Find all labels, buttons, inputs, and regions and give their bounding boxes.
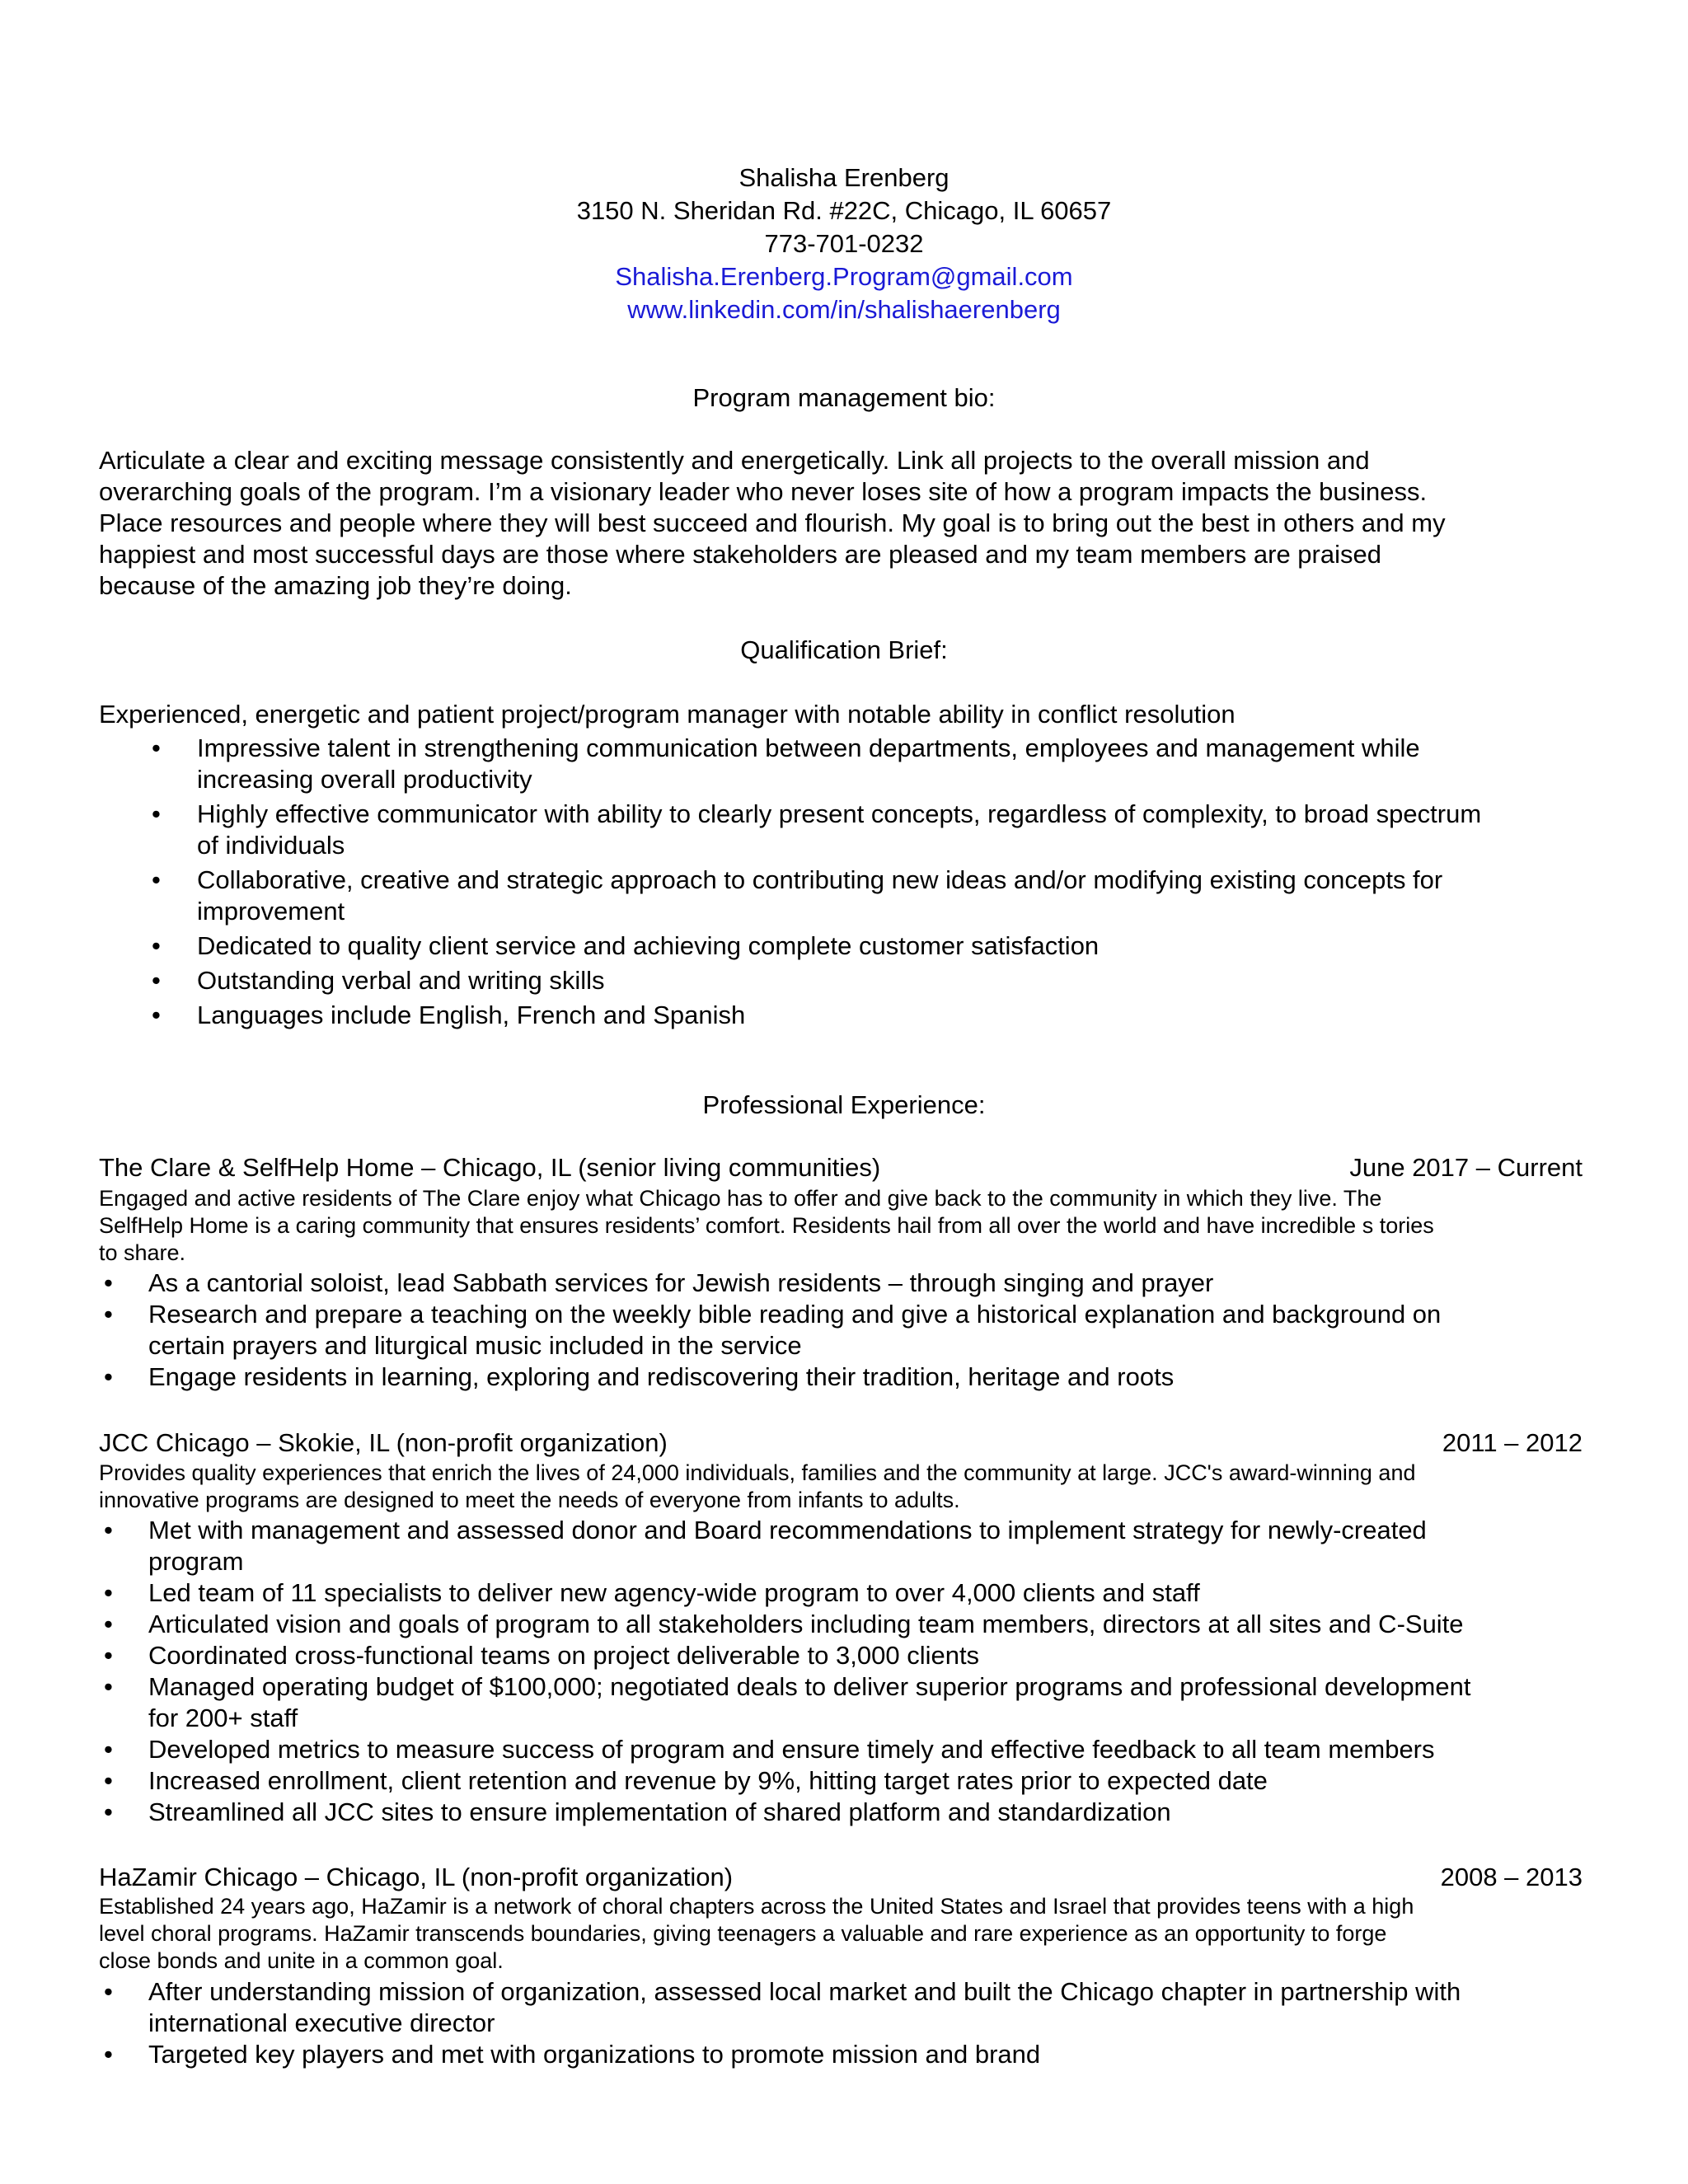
list-item: • Managed operating budget of $100,000; negotiated deals to deliver superior programs and professional development for 200+ staff xyxy=(104,1672,1471,1732)
job-description: Engaged and active residents of The Clare enjoy what Chicago has to offer and give back to the community in which they live. The SelfHelp Home is a caring community that ensures residents’ comfort. Residents hail from all over the world and have incredible s tories to share. xyxy=(99,1186,1434,1265)
job-header xyxy=(99,1152,1582,1183)
bullet-icon: • xyxy=(152,799,161,828)
bio-line: because of the amazing job they’re doing. xyxy=(99,571,572,600)
linkedin-link[interactable]: www.linkedin.com/in/shalishaerenberg xyxy=(627,295,1061,324)
job-header xyxy=(99,1427,1582,1459)
qualification-list xyxy=(99,733,1599,1034)
job-organization: The Clare & SelfHelp Home – Chicago, IL (senior living communities) xyxy=(99,1153,881,1182)
experience-heading: Professional Experience: xyxy=(702,1090,986,1119)
address: 3150 N. Sheridan Rd. #22C, Chicago, IL 60657 xyxy=(576,196,1112,225)
job-bullets xyxy=(99,1515,1599,1828)
bio-line: Place resources and people where they will best succeed and flourish. My goal is to bring out the best in others and my xyxy=(99,509,1446,537)
qualification-intro: Experienced, energetic and patient project/program manager with notable ability in conflict resolution xyxy=(99,700,1236,729)
job-dates: 2008 – 2013 xyxy=(1440,1863,1582,1891)
list-item: • After understanding mission of organization, assessed local market and built the Chicago chapter in partnership with international executive director xyxy=(104,1977,1461,2037)
list-item: • Met with management and assessed donor and Board recommendations to implement strategy for newly-created program xyxy=(104,1516,1427,1576)
list-item: • Highly effective communicator with ability to clearly present concepts, regardless of complexity, to broad spectrum of individuals xyxy=(152,799,1482,860)
list-item: • Increased enrollment, client retention and revenue by 9%, hitting target rates prior to expected date xyxy=(104,1766,1268,1795)
bio-paragraph xyxy=(99,445,1582,602)
person-name: Shalisha Erenberg xyxy=(738,163,950,192)
list-item: • Collaborative, creative and strategic approach to contributing new ideas and/or modifying existing concepts for improvement xyxy=(152,865,1443,926)
list-item: • Impressive talent in strengthening communication between departments, employees and management while increasing overall productivity xyxy=(152,733,1420,794)
bullet-icon: • xyxy=(104,1766,113,1795)
list-item: • Led team of 11 specialists to deliver new agency-wide program to over 4,000 clients and staff xyxy=(104,1578,1200,1607)
bio-line: Articulate a clear and exciting message consistently and energetically. Link all projects to the overall mission and xyxy=(99,446,1370,475)
list-item: • Languages include English, French and Spanish xyxy=(152,1001,746,1029)
bullet-icon: • xyxy=(104,1300,113,1329)
contact-header xyxy=(0,162,1688,326)
job-bullets xyxy=(99,1268,1599,1393)
bullet-icon: • xyxy=(104,1641,113,1670)
bullet-icon: • xyxy=(152,1001,161,1029)
job-dates: 2011 – 2012 xyxy=(1442,1428,1582,1457)
list-item: • Developed metrics to measure success of program and ensure timely and effective feedback to all team members xyxy=(104,1735,1435,1764)
list-item: • As a cantorial soloist, lead Sabbath services for Jewish residents – through singing and prayer xyxy=(104,1268,1214,1297)
email-link[interactable]: Shalisha.Erenberg.Program@gmail.com xyxy=(615,262,1073,291)
bullet-icon: • xyxy=(104,1977,113,2006)
qualification-heading: Qualification Brief: xyxy=(740,635,948,664)
job-description: Provides quality experiences that enrich the lives of 24,000 individuals, families and the community at large. JCC's award-winning and innovative programs are designed to meet the needs of everyone from infants to adults. xyxy=(99,1460,1416,1512)
job-organization: HaZamir Chicago – Chicago, IL (non-profit organization) xyxy=(99,1863,734,1891)
bullet-icon: • xyxy=(104,1516,113,1544)
job-organization: JCC Chicago – Skokie, IL (non-profit organization) xyxy=(99,1428,668,1457)
bullet-icon: • xyxy=(152,733,161,762)
bio-heading: Program management bio: xyxy=(692,383,996,412)
bullet-icon: • xyxy=(104,1672,113,1701)
job-bullets xyxy=(99,1976,1599,2070)
bullet-icon: • xyxy=(104,1268,113,1297)
job-header xyxy=(99,1862,1582,1893)
bullet-icon: • xyxy=(152,865,161,894)
list-item: • Targeted key players and met with organizations to promote mission and brand xyxy=(104,2040,1041,2069)
bullet-icon: • xyxy=(152,966,161,995)
list-item: • Streamlined all JCC sites to ensure implementation of shared platform and standardization xyxy=(104,1797,1171,1826)
list-item: • Dedicated to quality client service and achieving complete customer satisfaction xyxy=(152,931,1100,960)
bullet-icon: • xyxy=(104,1735,113,1764)
bullet-icon: • xyxy=(104,1610,113,1638)
list-item: • Articulated vision and goals of program to all stakeholders including team members, directors at all sites and C-Suite xyxy=(104,1610,1464,1638)
list-item: • Outstanding verbal and writing skills xyxy=(152,966,605,995)
list-item: • Coordinated cross-functional teams on project deliverable to 3,000 clients xyxy=(104,1641,980,1670)
bullet-icon: • xyxy=(104,2040,113,2069)
bullet-icon: • xyxy=(104,1797,113,1826)
bio-line: happiest and most successful days are those where stakeholders are pleased and my team members are praised xyxy=(99,540,1381,569)
bullet-icon: • xyxy=(104,1578,113,1607)
bullet-icon: • xyxy=(152,931,161,960)
bullet-icon: • xyxy=(104,1362,113,1391)
list-item: • Research and prepare a teaching on the weekly bible reading and give a historical explanation and background on certain prayers and liturgical music included in the service xyxy=(104,1300,1442,1360)
bio-line: overarching goals of the program. I’m a visionary leader who never loses site of how a program impacts the business. xyxy=(99,477,1428,506)
phone: 773-701-0232 xyxy=(764,229,924,258)
list-item: • Engage residents in learning, exploring and rediscovering their tradition, heritage and roots xyxy=(104,1362,1175,1391)
job-description: Established 24 years ago, HaZamir is a network of choral chapters across the United States and Israel that provides teens with a high level choral programs. HaZamir transcends boundaries, giving teenagers a valuable and rare experience as an opportunity to forge close bonds and unite in a common goal. xyxy=(99,1894,1414,1973)
job-dates: June 2017 – Current xyxy=(1349,1153,1582,1182)
